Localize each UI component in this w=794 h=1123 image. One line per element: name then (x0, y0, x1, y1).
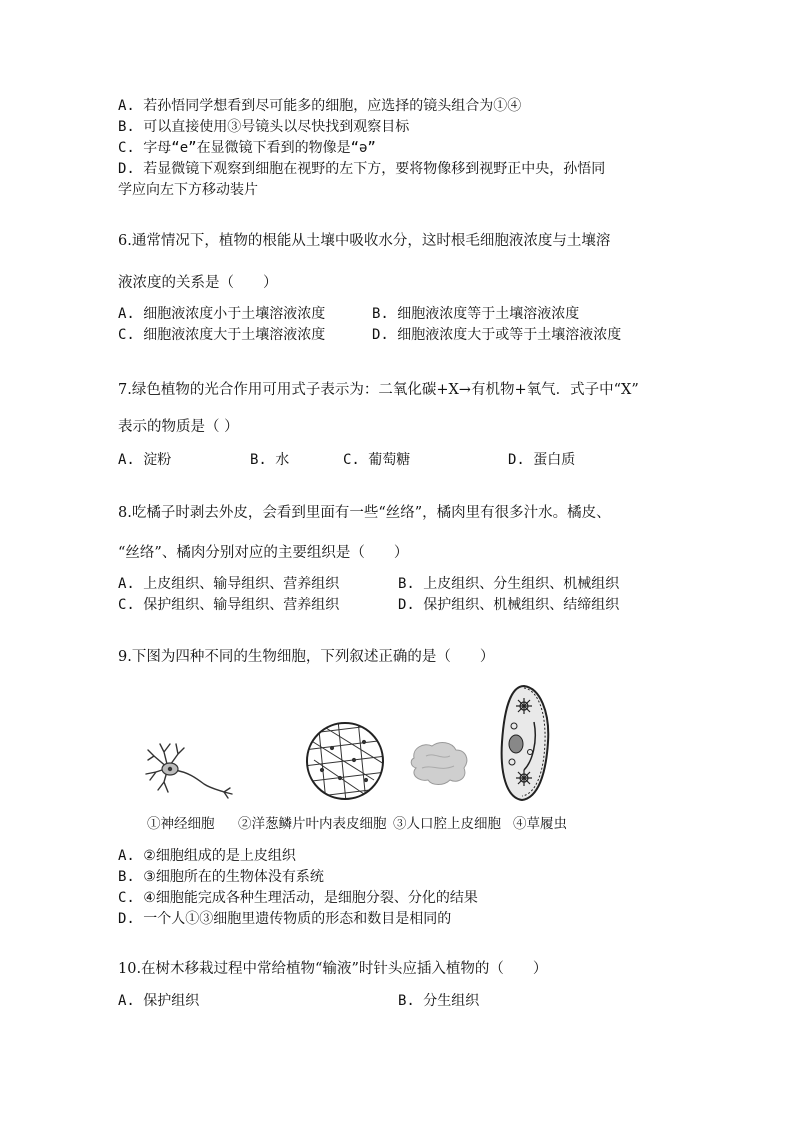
q5-option-a: A. 若孙悟同学想看到尽可能多的细胞，应选择的镜头组合为①④ (118, 98, 522, 114)
q9-caption-nerve-cell: ①神经细胞 (147, 816, 215, 832)
q10-option-a: A. 保护组织 (118, 993, 200, 1009)
q8-stem-line1: 8.吃橘子时剥去外皮，会看到里面有一些“丝络”，橘肉里有很多汁水。橘皮、 (118, 505, 611, 521)
q5-option-b: B. 可以直接使用③号镜头以尽快找到观察目标 (118, 119, 410, 135)
onion-epidermis-cell-image (304, 720, 386, 802)
q5-option-d-line1: D. 若显微镜下观察到细胞在视野的左下方，要将物像移到视野正中央，孙悟同 (118, 161, 606, 177)
q8-option-b: B. 上皮组织、分生组织、机械组织 (398, 576, 620, 592)
q8-option-d: D. 保护组织、机械组织、结缔组织 (398, 597, 620, 613)
q6-stem-line1: 6.通常情况下，植物的根能从土壤中吸收水分，这时根毛细胞液浓度与土壤溶 (118, 233, 611, 249)
q6-stem-line2: 液浓度的关系是（ ） (118, 275, 278, 291)
q9-option-b: B. ③细胞所在的生物体没有系统 (118, 869, 324, 885)
q7-option-d: D. 蛋白质 (508, 452, 576, 468)
q9-caption-onion-cell: ②洋葱鳞片叶内表皮细胞 (238, 816, 387, 832)
q5-option-d-line2: 学应向左下方移动装片 (118, 182, 258, 198)
q10-option-b: B. 分生组织 (398, 993, 480, 1009)
q7-option-b: B. 水 (250, 452, 290, 468)
q9-caption-paramecium: ④草履虫 (513, 816, 567, 832)
q9-option-d: D. 一个人①③细胞里遗传物质的形态和数目是相同的 (118, 911, 452, 927)
q7-stem-line1: 7.绿色植物的光合作用可用式子表示为：二氧化碳+X→有机物+氧气．式子中“X” (118, 382, 639, 398)
q10-stem: 10.在树木移栽过程中常给植物“输液”时针头应插入植物的（ ） (118, 961, 548, 977)
q7-option-a: A. 淀粉 (118, 452, 172, 468)
q6-option-a: A. 细胞液浓度小于土壤溶液浓度 (118, 306, 326, 322)
q7-option-c: C. 葡萄糖 (343, 452, 411, 468)
q9-option-c: C. ④细胞能完成各种生理活动，是细胞分裂、分化的结果 (118, 890, 478, 906)
q6-option-d: D. 细胞液浓度大于或等于土壤溶液浓度 (372, 327, 622, 343)
q8-stem-line2: “丝络”、橘肉分别对应的主要组织是（ ） (118, 545, 409, 561)
q5-option-c: C. 字母“e”在显微镜下看到的物像是“ə” (118, 140, 376, 156)
q6-option-c: C. 细胞液浓度大于土壤溶液浓度 (118, 327, 326, 343)
q7-stem-line2: 表示的物质是（ ） (118, 419, 239, 435)
q6-option-b: B. 细胞液浓度等于土壤溶液浓度 (372, 306, 580, 322)
q9-option-a: A. ②细胞组成的是上皮组织 (118, 848, 296, 864)
paramecium-image (494, 682, 556, 804)
q8-option-c: C. 保护组织、输导组织、营养组织 (118, 597, 340, 613)
nerve-cell-image (138, 738, 238, 800)
q8-option-a: A. 上皮组织、输导组织、营养组织 (118, 576, 340, 592)
q9-stem: 9.下图为四种不同的生物细胞，下列叙述正确的是（ ） (118, 649, 495, 665)
oral-epithelial-cell-image (406, 738, 474, 788)
q9-caption-oral-cell: ③人口腔上皮细胞 (393, 816, 501, 832)
